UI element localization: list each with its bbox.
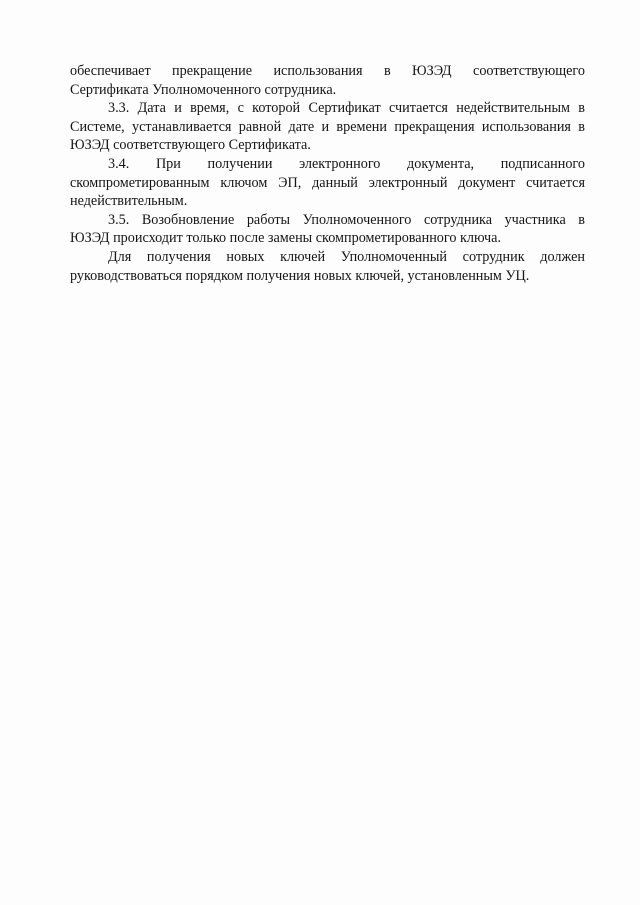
text-line: руководствоваться порядком получения новых ключей, установленным УЦ. xyxy=(70,267,530,284)
text-line: Сертификата Уполномоченного сотрудника. xyxy=(70,81,337,98)
paragraph-3-3-line: 3.3. Дата и время, с которой Сертификат считается недействительным в xyxy=(108,100,585,117)
text-line: недействительным. xyxy=(70,193,188,210)
text-line: Системе, устанавливается равной дате и времени прекращения использования в xyxy=(70,118,585,135)
text-line: скомпрометированным ключом ЭП, данный электронный документ считается xyxy=(70,174,585,191)
text-line: обеспечивает прекращение использования в ЮЗЭД соответствующего xyxy=(70,63,585,79)
paragraph-new-keys-line: Для получения новых ключей Уполномоченный сотрудник должен xyxy=(108,248,585,265)
text-line: ЮЗЭД соответствующего Сертификата. xyxy=(70,137,311,154)
paragraph-3-4-line: 3.4. При получении электронного документа, подписанного xyxy=(108,155,585,172)
paragraph-3-5-line: 3.5. Возобновление работы Уполномоченного сотрудника участника в xyxy=(108,211,585,228)
text-line: ЮЗЭД происходит только после замены скомпрометированного ключа. xyxy=(70,230,501,247)
document-body xyxy=(70,62,585,285)
